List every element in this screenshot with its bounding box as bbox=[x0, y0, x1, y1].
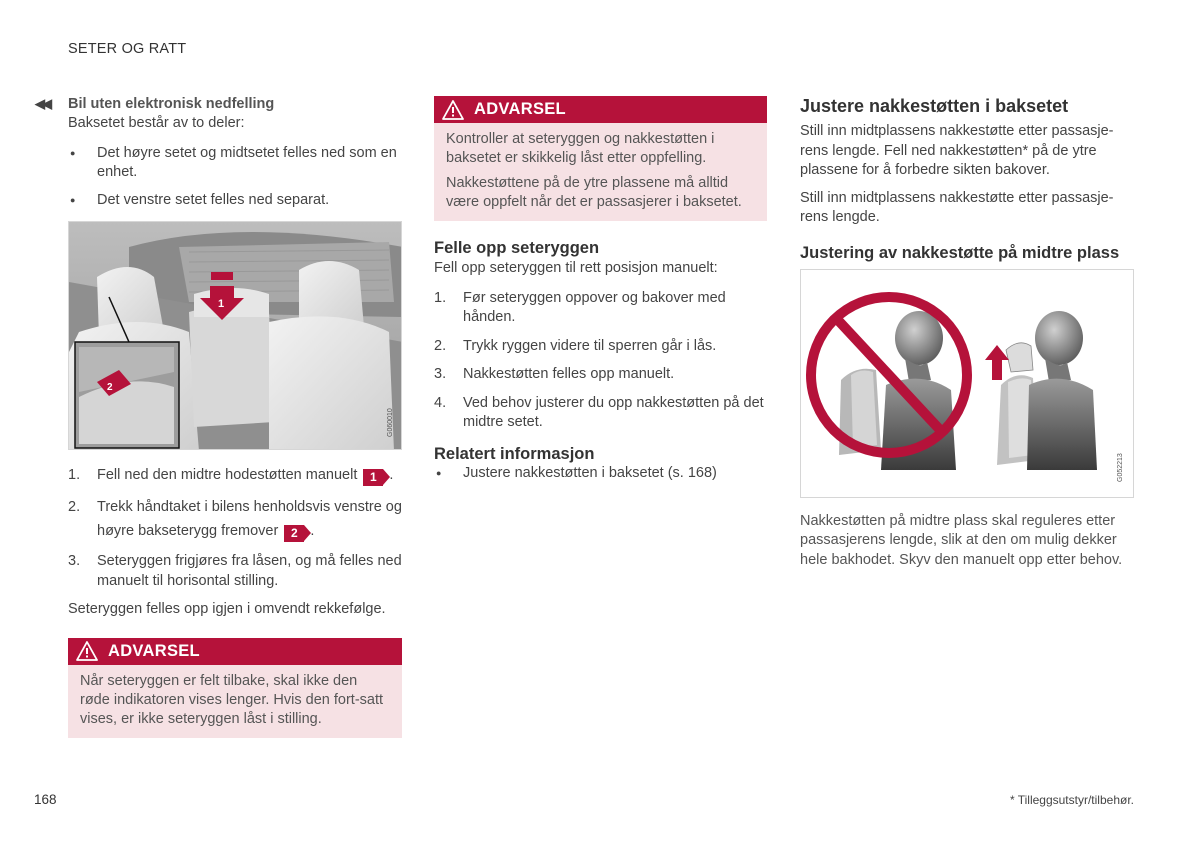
page-number: 168 bbox=[34, 792, 57, 807]
list-item bbox=[434, 394, 767, 433]
warning-box bbox=[68, 638, 402, 738]
svg-text:2: 2 bbox=[107, 382, 113, 393]
warning-body bbox=[434, 123, 767, 221]
section-header: SETER OG RATT bbox=[68, 41, 187, 57]
step-number: 2. bbox=[68, 499, 81, 515]
related-link[interactable]: ● Justere nakkestøtten i baksetet (s. 168) bbox=[434, 464, 767, 484]
column-left bbox=[35, 96, 402, 738]
section-intro: Fell opp seteryggen til rett posisjon manuelt: bbox=[434, 260, 718, 276]
step-text: Ved behov justerer du opp nakkestøtten på det midtre setet. bbox=[463, 394, 764, 430]
section-title: Felle opp seteryggen bbox=[434, 239, 600, 257]
figure-code: G052213 bbox=[1117, 452, 1124, 482]
step-text: Før seteryggen oppover og bakover med hånden. bbox=[463, 289, 726, 325]
step-text: Fell ned den midtre hodestøtten manuelt bbox=[97, 467, 358, 483]
rear-seat-drawing bbox=[69, 222, 402, 450]
list-item bbox=[434, 365, 767, 385]
step-text: Nakkestøtten felles opp manuelt. bbox=[463, 366, 675, 382]
list-item bbox=[434, 337, 767, 357]
subheading-text: Bil uten elektronisk nedfelling bbox=[68, 96, 275, 112]
bullet-list bbox=[68, 144, 402, 211]
outro-text: Seteryggen felles opp igjen i omvendt rekkefølge. bbox=[68, 601, 386, 617]
warning-header bbox=[434, 96, 767, 123]
page-section-title: Justere nakkestøtten i baksetet bbox=[800, 96, 1069, 116]
subsection-title: Justering av nakkestøtte på midtre plass bbox=[800, 243, 1120, 262]
warning-title: ADVARSEL bbox=[474, 100, 566, 118]
related-title: Relatert informasjon bbox=[434, 444, 595, 463]
callout-badge: 1 bbox=[363, 469, 383, 486]
headrest-drawing bbox=[801, 270, 1134, 498]
headrest-illustration bbox=[800, 269, 1134, 498]
warning-box bbox=[434, 96, 767, 221]
step-number: 3. bbox=[68, 553, 81, 569]
footnote: * Tilleggsutstyr/tilbehør. bbox=[1009, 793, 1134, 807]
figure-code: G060010 bbox=[387, 408, 394, 437]
step-number: 3. bbox=[434, 366, 447, 382]
step-list bbox=[68, 466, 402, 591]
list-item: ● Det høyre setet og midtsetet felles ned som en enhet. bbox=[68, 144, 402, 183]
paragraph: Still inn midtplassens nakkestøtte etter passasje-rens lengde. bbox=[800, 189, 1114, 225]
step-text: Trykk ryggen videre til sperren går i lås. bbox=[463, 337, 717, 354]
list-item bbox=[434, 289, 767, 328]
step-list bbox=[434, 289, 767, 433]
warning-text: Nakkestøttene på de ytre plassene må alltid være oppfelt når det er passasjerer i baksetet. bbox=[446, 175, 742, 210]
subheading bbox=[35, 96, 402, 112]
list-item bbox=[68, 495, 402, 543]
list-item: ● Det venstre setet felles ned separat. bbox=[68, 191, 402, 211]
step-text: Seteryggen frigjøres fra låsen, og må felles ned manuelt til horisontal stilling. bbox=[97, 553, 402, 589]
warning-title: ADVARSEL bbox=[108, 641, 200, 660]
step-number: 1. bbox=[434, 289, 447, 306]
warning-header bbox=[68, 638, 402, 665]
step-number: 2. bbox=[434, 337, 447, 354]
warning-triangle-icon bbox=[76, 641, 98, 661]
step-number: 4. bbox=[434, 394, 447, 411]
column-middle bbox=[434, 96, 767, 491]
step-suffix: . bbox=[389, 467, 394, 483]
svg-text:1: 1 bbox=[218, 298, 225, 310]
step-number: 1. bbox=[68, 467, 81, 483]
intro-text: Baksetet består av to deler: bbox=[68, 115, 245, 131]
list-item bbox=[68, 552, 402, 591]
step-suffix: . bbox=[310, 523, 315, 539]
list-item bbox=[68, 466, 402, 486]
warning-triangle-icon bbox=[442, 100, 464, 120]
warning-text: Kontroller at seteryggen og nakkestøtten i baksetet er skikkelig låst etter oppfelling. bbox=[446, 131, 715, 166]
warning-text: Når seteryggen er felt tilbake, skal ikke den røde indikatoren vises lenger. Hvis den fort-satt vises, er ikke seteryggen låst i stilling. bbox=[80, 672, 384, 727]
paragraph: Still inn midtplassens nakkestøtte etter passasje-rens lengde. Fell ned nakkestøtten* på de ytre plassene for å forbedre sikten bakover. bbox=[800, 123, 1114, 178]
step-text: Trekk håndtaket i bilens henholdsvis venstre og høyre bakseterygg fremover bbox=[97, 499, 402, 539]
column-right bbox=[800, 96, 1134, 570]
rear-seat-illustration bbox=[68, 221, 402, 450]
figure-caption: Nakkestøtten på midtre plass skal reguleres etter passasjerens lengde, slik at den om mulig dekker hele bakhodet. Skyv den manuelt opp etter behov. bbox=[800, 512, 1123, 568]
callout-badge: 2 bbox=[284, 525, 304, 542]
previous-page-icon[interactable]: ◀◀ bbox=[35, 96, 49, 111]
related-list bbox=[434, 464, 767, 484]
